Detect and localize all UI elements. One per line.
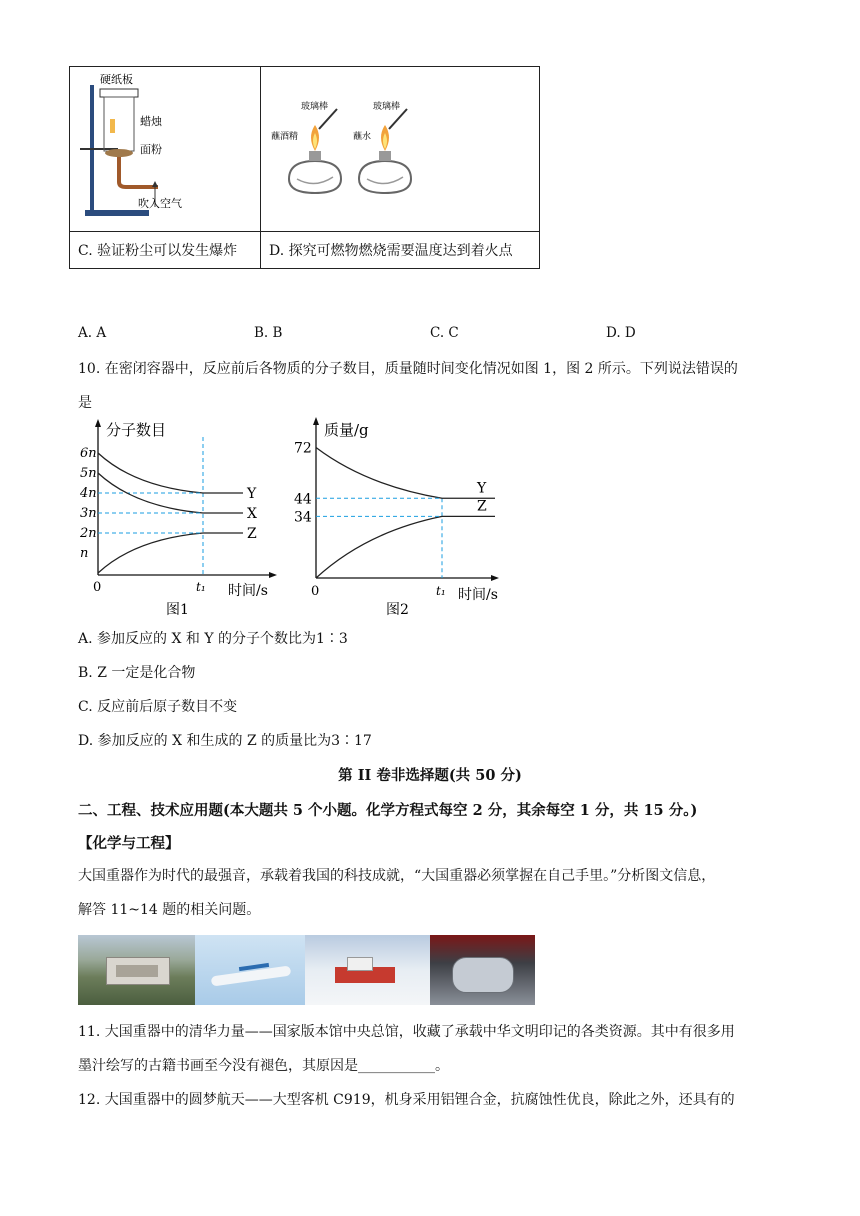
q10-stem-line2: 是 [78, 395, 92, 411]
fig1-xtick-t1: t₁ [196, 580, 206, 594]
fig2-label-Z: Z [477, 498, 487, 515]
fig2-label-Y: Y [477, 480, 487, 497]
fig2-xtick-t1: t₁ [436, 584, 446, 598]
fig1-ytick: 2n [80, 526, 97, 541]
label-candle: 蜡烛 [140, 115, 162, 128]
apparatus-d-cell [261, 67, 540, 232]
q9-option-b: B. B [254, 325, 283, 341]
q10-option-d: D. 参加反应的 X 和生成的 Z 的质量比为3∶17 [78, 733, 372, 749]
fig2-xtick-0: 0 [311, 584, 320, 599]
photo-c919-aircraft [195, 935, 305, 1005]
label-water: 蘸水 [353, 132, 372, 142]
q10-option-c: C. 反应前后原子数目不变 [78, 699, 238, 715]
section2-subheading: 【化学与工程】 [78, 835, 180, 852]
label-flour: 面粉 [140, 143, 162, 156]
fig1-title: 图1 [166, 602, 189, 618]
photo-gas-turbine [430, 935, 535, 1005]
q9-option-d: D. D [606, 325, 636, 341]
section2-title: 第 II 卷非选择题(共 50 分) [338, 767, 522, 784]
fig1-ytick: 3n [80, 506, 97, 521]
fig2-xlabel: 时间/s [458, 587, 498, 603]
q10-stem-line1: 10. 在密闭容器中，反应前后各物质的分子数目，质量随时间变化情况如图 1，图 2 所示。下列说法错误的 [78, 361, 738, 377]
caption-c: C. 验证粉尘可以发生爆炸 [70, 232, 261, 269]
figure1-chart [78, 415, 288, 620]
label-cardboard: 硬纸板 [100, 73, 133, 86]
label-blow-air: 吹入空气 [138, 197, 182, 210]
photo-national-archives [78, 935, 195, 1005]
fig1-label-Z: Z [247, 526, 257, 542]
q11-line2: 墨汁绘写的古籍书画至今没有褪色，其原因是___________。 [78, 1058, 449, 1074]
fig1-label-X: X [247, 506, 257, 522]
q10-option-b: B. Z 一定是化合物 [78, 665, 196, 681]
label-glass-rod-left: 玻璃棒 [301, 102, 329, 112]
experiment-table [69, 66, 540, 269]
q9-option-c: C. C [430, 325, 459, 341]
fig1-ytick: 5n [80, 466, 97, 481]
label-alcohol: 蘸酒精 [271, 132, 299, 142]
apparatus-c-cell [70, 67, 261, 232]
fig1-label-Y: Y [247, 486, 257, 502]
intro-line1: 大国重器作为时代的最强音，承载着我国的科技成就，“大国重器必须掌握在自己手里。”分析图文信息， [78, 868, 716, 884]
section2-heading: 二、工程、技术应用题(本大题共 5 个小题。化学方程式每空 2 分，其余每空 1 分，共 15 分。) [78, 802, 698, 819]
fig2-ytick: 72 [294, 440, 312, 457]
photo-icebreaker [305, 935, 430, 1005]
dust-explosion-apparatus [70, 67, 260, 227]
fig1-ylabel: 分子数目 [106, 421, 167, 439]
caption-d: D. 探究可燃物燃烧需要温度达到着火点 [261, 232, 540, 269]
fig1-xtick-0: 0 [93, 580, 102, 595]
fig2-ytick: 34 [294, 509, 312, 526]
fig1-ytick: n [80, 546, 89, 561]
q12-line1: 12. 大国重器中的圆梦航天——大型客机 C919，机身采用铝锂合金，抗腐蚀性优良，除此之外，还具有的 [78, 1092, 735, 1108]
fig2-ylabel: 质量/g [324, 421, 369, 439]
fig2-series-Z [316, 516, 495, 578]
q11-line1: 11. 大国重器中的清华力量——国家版本馆中央总馆，收藏了承载中华文明印记的各类资源。其中有很多用 [78, 1024, 735, 1040]
fig1-ytick: 4n [80, 486, 97, 501]
figure1-plot [79, 419, 277, 618]
fig1-xlabel: 时间/s [228, 583, 268, 599]
fig2-title: 图2 [386, 602, 409, 618]
figure2-chart [290, 415, 510, 620]
figure2-plot [294, 417, 499, 618]
fig1-ytick: 6n [80, 446, 97, 461]
label-glass-rod-right: 玻璃棒 [373, 102, 401, 112]
q9-option-a: A. A [78, 325, 107, 341]
fig2-series-Y [316, 448, 495, 499]
q10-option-a: A. 参加反应的 X 和 Y 的分子个数比为1∶3 [78, 631, 348, 647]
fig1-series-Y [98, 453, 243, 493]
fig1-series-Z [98, 533, 243, 573]
alcohol-lamp-apparatus [261, 67, 539, 227]
intro-line2: 解答 11~14 题的相关问题。 [78, 902, 261, 918]
fig2-ytick: 44 [294, 491, 312, 508]
